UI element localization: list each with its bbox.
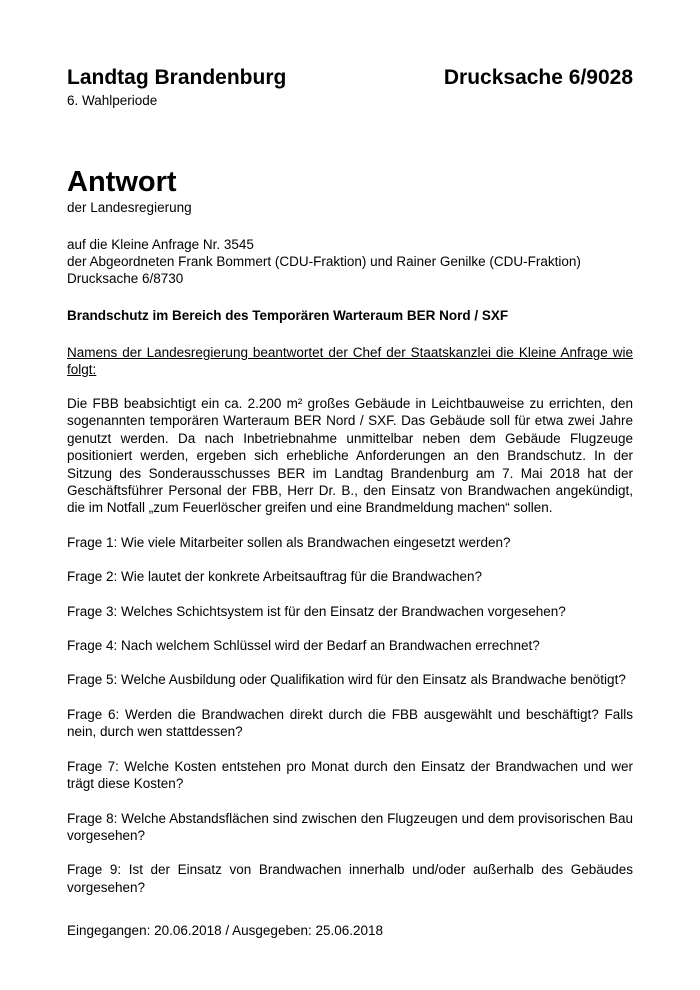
inquiry-print-number: Drucksache 6/8730 — [67, 271, 184, 286]
document-page — [67, 64, 633, 896]
question-4: Frage 4: Nach welchem Schlüssel wird der Bedarf an Brandwachen errechnet? — [67, 638, 540, 654]
question-6: Frage 6: Werden die Brandwachen direkt durch die FBB ausgewählt und beschäftigt? Falls nein, durch wen stattdessen? — [67, 706, 633, 740]
question-8: Frage 8: Welche Abstandsflächen sind zwischen den Flugzeugen und dem provisorischen Bau vorgesehen? — [67, 810, 633, 843]
inquiry-reference — [67, 236, 633, 287]
question-5: Frage 5: Welche Ausbildung oder Qualifikation wird für den Einsatz als Brandwache benötigt? — [67, 672, 626, 688]
question-1: Frage 1: Wie viele Mitarbeiter sollen als Brandwachen eingesetzt werden? — [67, 534, 511, 550]
preamble-paragraph: Die FBB beabsichtigt ein ca. 2.200 m² großes Gebäude in Leichtbauweise zu errichten, den sogenannten temporären Warteraum BER Nord / SXF. Das Gebäude soll für etwa zwei Jahre genutzt werden. Da nach Inbetriebnahme unmittelbar neben dem Gebäude Flugzeuge positioniert werden, ergeben sich erhebliche Anforderungen an den Brandschutz. In der Sitzung des Sonderausschusses BER im Landtag Brandenburg am 7. Mai 2018 hat der Geschäftsführer Personal der FBB, Herr Dr. B., den Einsatz von Brandwachen angekündigt, die im Notfall „zum Feuerlöscher greifen und eine Brandmeldung machen“ sollen. — [67, 396, 633, 516]
question-7: Frage 7: Welche Kosten entstehen pro Monat durch den Einsatz der Brandwachen und wer trägt diese Kosten? — [67, 758, 633, 792]
footer-dates: Eingegangen: 20.06.2018 / Ausgegeben: 25.06.2018 — [67, 923, 384, 938]
parliament-name: Landtag Brandenburg — [67, 66, 287, 89]
document-type-title: Antwort — [67, 166, 177, 198]
inquiry-number: auf die Kleine Anfrage Nr. 3545 — [67, 237, 254, 252]
subject-heading: Brandschutz im Bereich des Temporären Warteraum BER Nord / SXF — [67, 308, 509, 323]
document-header — [67, 64, 633, 92]
question-2: Frage 2: Wie lautet der konkrete Arbeitsauftrag für die Brandwachen? — [67, 569, 482, 585]
question-3: Frage 3: Welches Schichtsystem ist für den Einsatz der Brandwachen vorgesehen? — [67, 603, 566, 619]
inquiry-members: der Abgeordneten Frank Bommert (CDU-Fraktion) und Rainer Genilke (CDU-Fraktion) — [67, 254, 581, 269]
legislative-period: 6. Wahlperiode — [67, 93, 158, 108]
question-9: Frage 9: Ist der Einsatz von Brandwachen innerhalb und/oder außerhalb des Gebäudes vorgesehen? — [67, 862, 633, 895]
document-number: Drucksache 6/9028 — [443, 66, 633, 89]
document-issuer: der Landesregierung — [67, 200, 192, 215]
intro-statement: Namens der Landesregierung beantwortet der Chef der Staatskanzlei die Kleine Anfrage wie folgt: — [67, 345, 633, 377]
